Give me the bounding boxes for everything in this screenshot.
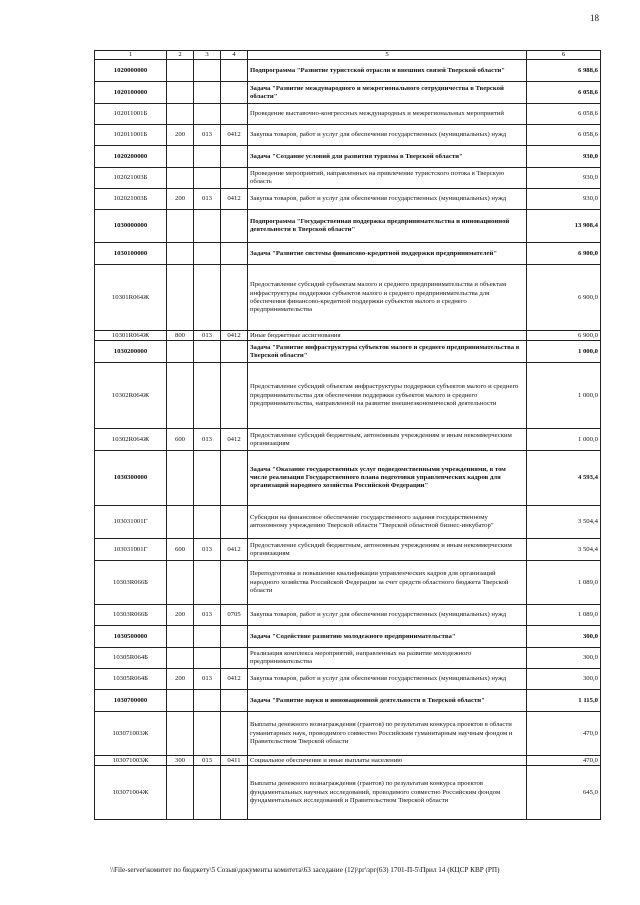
kvr-cell bbox=[167, 626, 194, 648]
section-cell bbox=[221, 766, 248, 820]
kvr-cell: 200 bbox=[167, 189, 194, 210]
kvr-cell bbox=[167, 648, 194, 669]
kvr-cell: 600 bbox=[167, 429, 194, 451]
name-cell: Задача "Развитие науки и инновационной деятельности в Тверской области" bbox=[248, 690, 527, 712]
amount-cell: 300,0 bbox=[527, 648, 601, 669]
code-cell: 1030300000 bbox=[95, 451, 167, 506]
header-col-4: 4 bbox=[221, 51, 248, 60]
name-cell: Задача "Оказание государственных услуг подведомственными учреждениями, в том числе реализация Государственного плана подготовки управленческих кадров для организаций народного хозяйства Российской Федерации" bbox=[248, 451, 527, 506]
ministry-cell: 013 bbox=[194, 605, 221, 626]
amount-cell: 1 089,0 bbox=[527, 561, 601, 605]
name-cell: Закупка товаров, работ и услуг для обеспечения государственных (муниципальных) нужд bbox=[248, 669, 527, 690]
code-cell: 10301R064Ж bbox=[95, 331, 167, 341]
ministry-cell bbox=[194, 648, 221, 669]
ministry-cell: 013 bbox=[194, 429, 221, 451]
code-cell: 10302R064Ж bbox=[95, 429, 167, 451]
code-cell: 1030100000 bbox=[95, 243, 167, 265]
section-cell: 0412 bbox=[221, 125, 248, 146]
section-cell bbox=[221, 506, 248, 539]
table-row bbox=[95, 626, 601, 648]
amount-cell: 1 089,0 bbox=[527, 605, 601, 626]
section-cell: 0412 bbox=[221, 429, 248, 451]
code-cell: 103071003Ж bbox=[95, 712, 167, 756]
ministry-cell: 013 bbox=[194, 539, 221, 561]
kvr-cell bbox=[167, 60, 194, 82]
code-cell: 102011001Б bbox=[95, 104, 167, 125]
code-cell: 1030700000 bbox=[95, 690, 167, 712]
section-cell bbox=[221, 712, 248, 756]
table-row bbox=[95, 146, 601, 168]
section-cell bbox=[221, 690, 248, 712]
amount-cell: 6 988,6 bbox=[527, 60, 601, 82]
kvr-cell bbox=[167, 506, 194, 539]
kvr-cell: 800 bbox=[167, 331, 194, 341]
kvr-cell: 600 bbox=[167, 539, 194, 561]
table-row bbox=[95, 605, 601, 626]
section-cell bbox=[221, 626, 248, 648]
code-cell: 103071004Ж bbox=[95, 766, 167, 820]
name-cell: Закупка товаров, работ и услуг для обеспечения государственных (муниципальных) нужд bbox=[248, 605, 527, 626]
kvr-cell bbox=[167, 243, 194, 265]
code-cell: 102021003Б bbox=[95, 189, 167, 210]
ministry-cell bbox=[194, 712, 221, 756]
kvr-cell bbox=[167, 363, 194, 429]
code-cell: 10305R064Б bbox=[95, 669, 167, 690]
code-cell: 1020200000 bbox=[95, 146, 167, 168]
section-cell bbox=[221, 648, 248, 669]
table-row bbox=[95, 561, 601, 605]
section-cell: 0412 bbox=[221, 331, 248, 341]
kvr-cell bbox=[167, 82, 194, 104]
ministry-cell bbox=[194, 626, 221, 648]
ministry-cell bbox=[194, 146, 221, 168]
amount-cell: 1 000,0 bbox=[527, 429, 601, 451]
name-cell: Переподготовка и повышение квалификации управленческих кадров для организаций народного хозяйства Российской Федерации за счет средств областного бюджета Тверской области bbox=[248, 561, 527, 605]
table-row bbox=[95, 125, 601, 146]
code-cell: 102011001Б bbox=[95, 125, 167, 146]
section-cell bbox=[221, 104, 248, 125]
table-row bbox=[95, 60, 601, 82]
ministry-cell bbox=[194, 82, 221, 104]
table-row bbox=[95, 451, 601, 506]
name-cell: Выплаты денежного вознаграждения (грантов) по результатам конкурса проектов в области гуманитарных наук, проводимого совместно Российским гуманитарным научным фондом и Правительством Тверской области bbox=[248, 712, 527, 756]
name-cell: Социальное обеспечение и иные выплаты населению bbox=[248, 756, 527, 766]
code-cell: 102021003Б bbox=[95, 168, 167, 189]
table-row bbox=[95, 265, 601, 331]
kvr-cell bbox=[167, 210, 194, 243]
name-cell: Предоставление субсидий объектам инфраструктуры поддержки субъектов малого и среднего предпринимательства для обеспечения поддержки субъектов малого и среднего предпринимательства, направленной на развитие внешнеэкономической деятельности bbox=[248, 363, 527, 429]
header-col-3: 3 bbox=[194, 51, 221, 60]
header-col-6: 6 bbox=[527, 51, 601, 60]
kvr-cell bbox=[167, 168, 194, 189]
ministry-cell: 013 bbox=[194, 331, 221, 341]
kvr-cell bbox=[167, 766, 194, 820]
code-cell: 103071003Ж bbox=[95, 756, 167, 766]
kvr-cell: 300 bbox=[167, 756, 194, 766]
name-cell: Подпрограмма "Государственная поддержка предпринимательства и инновационной деятельности в Тверской области" bbox=[248, 210, 527, 243]
name-cell: Подпрограмма "Развитие туристской отрасли и внешних связей Тверской области" bbox=[248, 60, 527, 82]
table-row bbox=[95, 210, 601, 243]
code-cell: 1030200000 bbox=[95, 341, 167, 363]
header-col-2: 2 bbox=[167, 51, 194, 60]
amount-cell: 6 058,6 bbox=[527, 82, 601, 104]
amount-cell: 13 908,4 bbox=[527, 210, 601, 243]
section-cell bbox=[221, 451, 248, 506]
name-cell: Предоставление субсидий субъектам малого и среднего предпринимательства и объектам инфраструктуры поддержки субъектов малого и среднего предпринимательства для обеспечения финансово-кредитной поддержки субъектов малого и среднего предпринимательства bbox=[248, 265, 527, 331]
name-cell: Закупка товаров, работ и услуг для обеспечения государственных (муниципальных) нужд bbox=[248, 125, 527, 146]
code-cell: 1030500000 bbox=[95, 626, 167, 648]
section-cell bbox=[221, 82, 248, 104]
kvr-cell bbox=[167, 341, 194, 363]
section-cell bbox=[221, 60, 248, 82]
code-cell: 103031001Г bbox=[95, 506, 167, 539]
amount-cell: 1 000,0 bbox=[527, 363, 601, 429]
ministry-cell bbox=[194, 168, 221, 189]
ministry-cell bbox=[194, 561, 221, 605]
amount-cell: 470,0 bbox=[527, 756, 601, 766]
section-cell bbox=[221, 561, 248, 605]
section-cell: 0411 bbox=[221, 756, 248, 766]
amount-cell: 1 000,0 bbox=[527, 341, 601, 363]
section-cell bbox=[221, 168, 248, 189]
section-cell bbox=[221, 243, 248, 265]
kvr-cell bbox=[167, 451, 194, 506]
name-cell: Задача "Развитие инфраструктуры субъектов малого и среднего предпринимательства в Тверской области" bbox=[248, 341, 527, 363]
ministry-cell bbox=[194, 451, 221, 506]
header-col-1: 1 bbox=[95, 51, 167, 60]
code-cell: 1020100000 bbox=[95, 82, 167, 104]
ministry-cell bbox=[194, 363, 221, 429]
amount-cell: 6 900,0 bbox=[527, 265, 601, 331]
name-cell: Проведение выставочно-конгрессных международных и межрегиональных мероприятий bbox=[248, 104, 527, 125]
section-cell: 0412 bbox=[221, 189, 248, 210]
ministry-cell: 013 bbox=[194, 189, 221, 210]
section-cell: 0705 bbox=[221, 605, 248, 626]
name-cell: Задача "Развитие системы финансово-кредитной поддержки предпринимателей" bbox=[248, 243, 527, 265]
table-row bbox=[95, 429, 601, 451]
code-cell: 1020000000 bbox=[95, 60, 167, 82]
name-cell: Задача "Создание условий для развития туризма в Тверской области" bbox=[248, 146, 527, 168]
amount-cell: 6 900,0 bbox=[527, 331, 601, 341]
table-row bbox=[95, 341, 601, 363]
ministry-cell bbox=[194, 243, 221, 265]
code-cell: 10302R064Ж bbox=[95, 363, 167, 429]
ministry-cell bbox=[194, 265, 221, 331]
kvr-cell bbox=[167, 712, 194, 756]
kvr-cell: 200 bbox=[167, 605, 194, 626]
code-cell: 10303R066Б bbox=[95, 561, 167, 605]
amount-cell: 930,0 bbox=[527, 189, 601, 210]
amount-cell: 6 058,6 bbox=[527, 125, 601, 146]
table-row bbox=[95, 168, 601, 189]
code-cell: 1030000000 bbox=[95, 210, 167, 243]
header-col-5: 5 bbox=[248, 51, 527, 60]
kvr-cell: 200 bbox=[167, 125, 194, 146]
ministry-cell bbox=[194, 506, 221, 539]
name-cell: Проведение мероприятий, направленных на привлечение туристского потока в Тверскую область bbox=[248, 168, 527, 189]
name-cell: Предоставление субсидий бюджетным, автономным учреждениям и иным некоммерческим организациям bbox=[248, 429, 527, 451]
table-row bbox=[95, 104, 601, 125]
section-cell bbox=[221, 341, 248, 363]
amount-cell: 300,0 bbox=[527, 669, 601, 690]
amount-cell: 6 058,6 bbox=[527, 104, 601, 125]
ministry-cell: 013 bbox=[194, 669, 221, 690]
amount-cell: 6 900,0 bbox=[527, 243, 601, 265]
page-number: 18 bbox=[590, 13, 599, 23]
table-row bbox=[95, 189, 601, 210]
ministry-cell: 013 bbox=[194, 125, 221, 146]
table-row bbox=[95, 506, 601, 539]
table-row bbox=[95, 648, 601, 669]
section-cell: 0412 bbox=[221, 669, 248, 690]
table-row bbox=[95, 363, 601, 429]
table-header-row bbox=[95, 51, 601, 60]
table-row bbox=[95, 690, 601, 712]
kvr-cell bbox=[167, 104, 194, 125]
ministry-cell bbox=[194, 104, 221, 125]
budget-table bbox=[94, 50, 601, 820]
name-cell: Выплаты денежного вознаграждения (грантов) по результатам конкурса проектов фундаментальных научных исследований, проводимого совместно Российским фондом фундаментальных исследований и Правительством Тверской области bbox=[248, 766, 527, 820]
section-cell bbox=[221, 210, 248, 243]
ministry-cell bbox=[194, 766, 221, 820]
section-cell bbox=[221, 363, 248, 429]
table-row bbox=[95, 712, 601, 756]
ministry-cell bbox=[194, 60, 221, 82]
kvr-cell bbox=[167, 561, 194, 605]
table-row bbox=[95, 243, 601, 265]
ministry-cell: 013 bbox=[194, 756, 221, 766]
amount-cell: 470,0 bbox=[527, 712, 601, 756]
amount-cell: 1 115,0 bbox=[527, 690, 601, 712]
ministry-cell bbox=[194, 210, 221, 243]
kvr-cell: 200 bbox=[167, 669, 194, 690]
section-cell bbox=[221, 265, 248, 331]
kvr-cell bbox=[167, 146, 194, 168]
code-cell: 10301R064Ж bbox=[95, 265, 167, 331]
amount-cell: 300,0 bbox=[527, 626, 601, 648]
name-cell: Предоставление субсидий бюджетным, автономным учреждениям и иным некоммерческим организациям bbox=[248, 539, 527, 561]
ministry-cell bbox=[194, 341, 221, 363]
section-cell: 0412 bbox=[221, 539, 248, 561]
section-cell bbox=[221, 146, 248, 168]
kvr-cell bbox=[167, 690, 194, 712]
file-path-footer: \\File-server\комитет по бюджету\5 Созыв\документы комитета\63 заседание (12)\рг\зрг(63) 1701-П-5\Прил 14 (КЦСР КВР (РП) bbox=[110, 866, 500, 874]
amount-cell: 930,0 bbox=[527, 168, 601, 189]
name-cell: Задача "Содействие развитию молодежного предпринимательства" bbox=[248, 626, 527, 648]
name-cell: Задача "Развитие международного и межрегионального сотрудничества в Тверской области" bbox=[248, 82, 527, 104]
kvr-cell bbox=[167, 265, 194, 331]
table-row bbox=[95, 331, 601, 341]
ministry-cell bbox=[194, 690, 221, 712]
table-row bbox=[95, 539, 601, 561]
name-cell: Реализация комплекса мероприятий, направленных на развитие молодежного предпринимательства bbox=[248, 648, 527, 669]
table-row bbox=[95, 669, 601, 690]
code-cell: 103031001Г bbox=[95, 539, 167, 561]
name-cell: Субсидии на финансовое обеспечение государственного задания государственному автономному учреждению Тверской области "Тверской областной бизнес-инкубатор" bbox=[248, 506, 527, 539]
table-row bbox=[95, 82, 601, 104]
amount-cell: 645,0 bbox=[527, 766, 601, 820]
amount-cell: 3 504,4 bbox=[527, 506, 601, 539]
name-cell: Закупка товаров, работ и услуг для обеспечения государственных (муниципальных) нужд bbox=[248, 189, 527, 210]
amount-cell: 3 504,4 bbox=[527, 539, 601, 561]
amount-cell: 4 593,4 bbox=[527, 451, 601, 506]
table-row bbox=[95, 756, 601, 766]
amount-cell: 930,0 bbox=[527, 146, 601, 168]
code-cell: 10305R064Б bbox=[95, 648, 167, 669]
code-cell: 10303R066Б bbox=[95, 605, 167, 626]
name-cell: Иные бюджетные ассигнования bbox=[248, 331, 527, 341]
table-row bbox=[95, 766, 601, 820]
